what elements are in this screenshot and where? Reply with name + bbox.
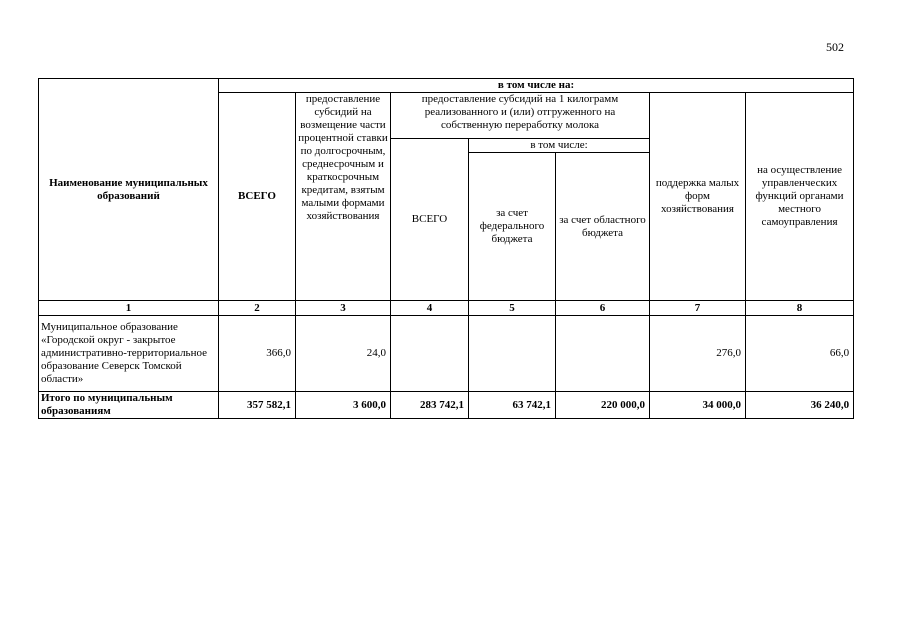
total-col8: 36 240,0: [746, 392, 854, 419]
column-number: 1: [39, 301, 219, 316]
cell-col7: 276,0: [650, 316, 746, 392]
header-including: в том числе на:: [219, 79, 854, 93]
cell-col4: [391, 316, 469, 392]
cell-col8: 66,0: [746, 316, 854, 392]
cell-col6: [556, 316, 650, 392]
header-col8: на осуществление управленческих функций органами местного самоуправления: [746, 93, 854, 301]
header-milk-group: предоставление субсидий на 1 килограмм реализованного и (или) отгруженного на собственную переработку молока: [391, 93, 650, 139]
header-col7: поддержка малых форм хозяйствования: [650, 93, 746, 301]
total-col4: 283 742,1: [391, 392, 469, 419]
page-number: 502: [826, 40, 844, 54]
column-number: 6: [556, 301, 650, 316]
total-col7: 34 000,0: [650, 392, 746, 419]
table-row: [39, 316, 854, 392]
header-col3: предоставление субсидий на возмещение части процентной ставки по долгосрочным, среднесрочным и краткосрочным кредитам, взятым малыми формами хозяйствования: [296, 93, 391, 301]
header-milk-including: в том числе:: [469, 139, 650, 153]
total-col6: 220 000,0: [556, 392, 650, 419]
total-col2: 357 582,1: [219, 392, 296, 419]
column-number: 2: [219, 301, 296, 316]
column-number: 3: [296, 301, 391, 316]
total-row: [39, 392, 854, 419]
cell-col5: [469, 316, 556, 392]
header-col5: за счет федерального бюджета: [469, 153, 556, 301]
column-number: 5: [469, 301, 556, 316]
column-number: 4: [391, 301, 469, 316]
total-col5: 63 742,1: [469, 392, 556, 419]
header-total: ВСЕГО: [219, 93, 296, 301]
header-col6: за счет областного бюджета: [556, 153, 650, 301]
total-row-name: Итого по муниципальным образованиям: [39, 392, 219, 419]
cell-col2: 366,0: [219, 316, 296, 392]
cell-col3: 24,0: [296, 316, 391, 392]
column-number: 7: [650, 301, 746, 316]
header-milk-total: ВСЕГО: [391, 139, 469, 301]
total-col3: 3 600,0: [296, 392, 391, 419]
subsidy-table: [38, 78, 854, 419]
row-name: Муниципальное образование «Городской округ - закрытое административно-территориальное образование Северск Томской области»: [39, 316, 219, 392]
column-number: 8: [746, 301, 854, 316]
header-name-column: Наименование муниципальных образований: [39, 79, 219, 301]
